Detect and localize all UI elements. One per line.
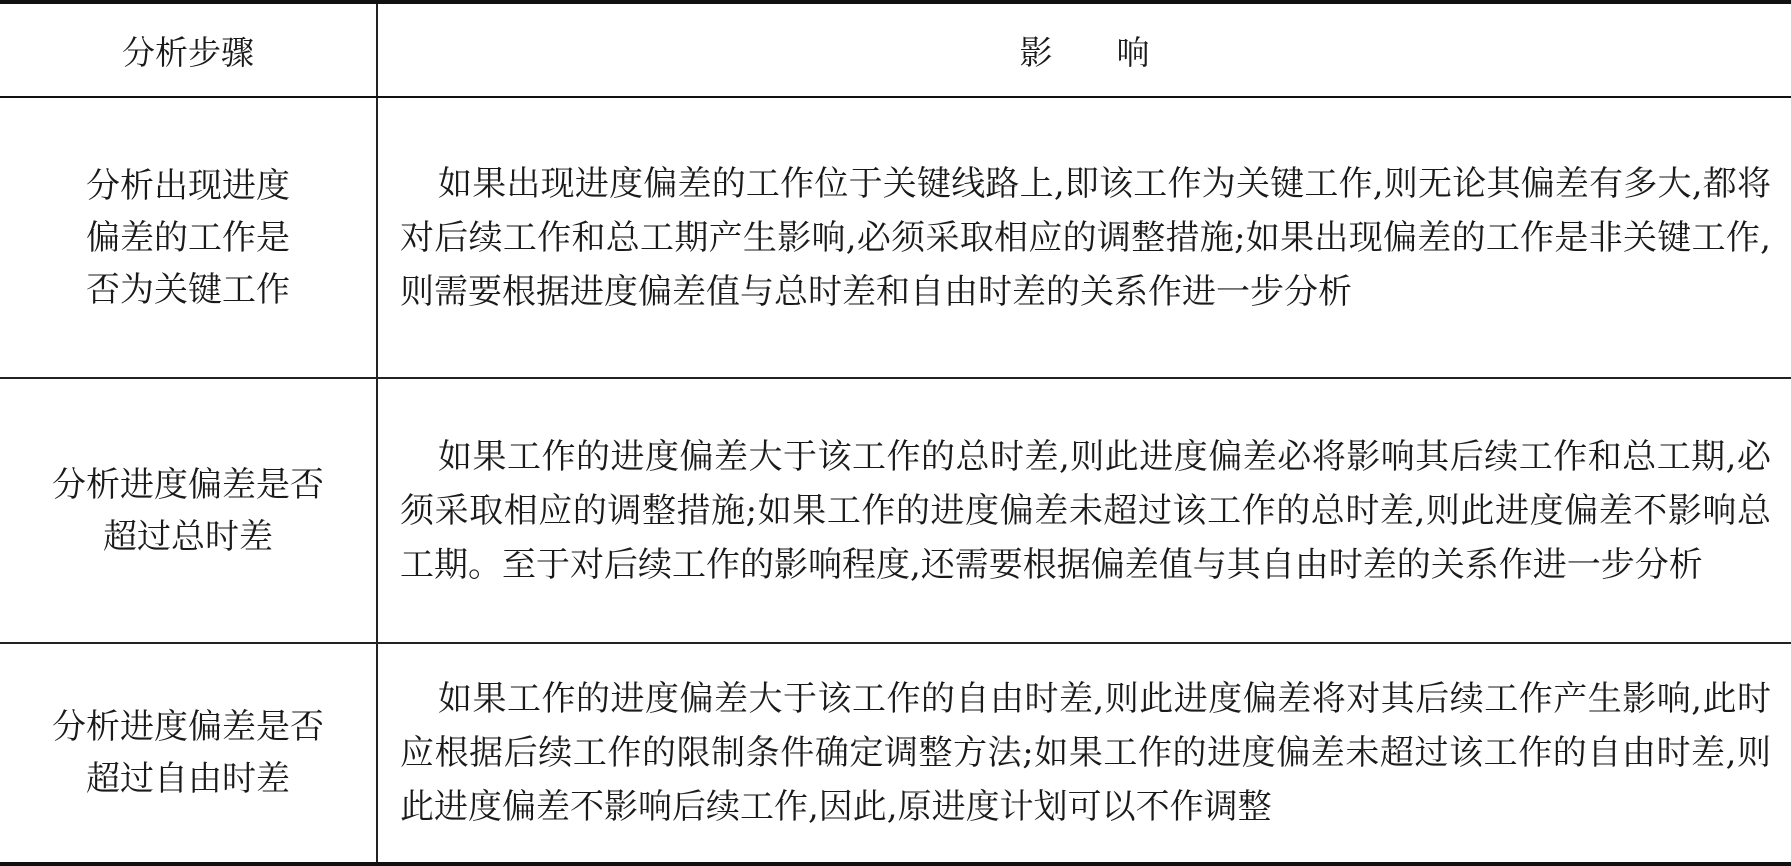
step-label: 分析进度偏差是否 超过自由时差 [52,707,324,799]
step-cell [0,643,377,864]
step-label: 分析出现进度 偏差的工作是 否为关键工作 [86,165,290,310]
effect-cell: 如果出现进度偏差的工作位于关键线路上,即该工作为关键工作,则无论其偏差有多大,都将对后续工作和总工期产生影响,必须采取相应的调整措施;如果出现偏差的工作是非关键工作,则需要根据进度偏差值与总时差和自由时差的关系作进一步分析 [377,97,1791,378]
step-cell [0,97,377,378]
table-row [0,97,1791,378]
effect-cell: 如果工作的进度偏差大于该工作的总时差,则此进度偏差必将影响其后续工作和总工期,必须采取相应的调整措施;如果工作的进度偏差未超过该工作的总时差,则此进度偏差不影响总工期。至于对后续工作的影响程度,还需要根据偏差值与其自由时差的关系作进一步分析 [377,378,1791,643]
header-analysis-step: 分析步骤 [0,2,377,97]
table-row [0,378,1791,643]
step-label: 分析进度偏差是否 超过总时差 [52,464,324,557]
table-row [0,643,1791,864]
table-header-row [0,2,1791,97]
step-cell [0,378,377,643]
effect-cell: 如果工作的进度偏差大于该工作的自由时差,则此进度偏差将对其后续工作产生影响,此时应根据后续工作的限制条件确定调整方法;如果工作的进度偏差未超过该工作的自由时差,则此进度偏差不影响后续工作,因此,原进度计划可以不作调整 [377,643,1791,864]
header-effect: 影响 [377,2,1791,97]
